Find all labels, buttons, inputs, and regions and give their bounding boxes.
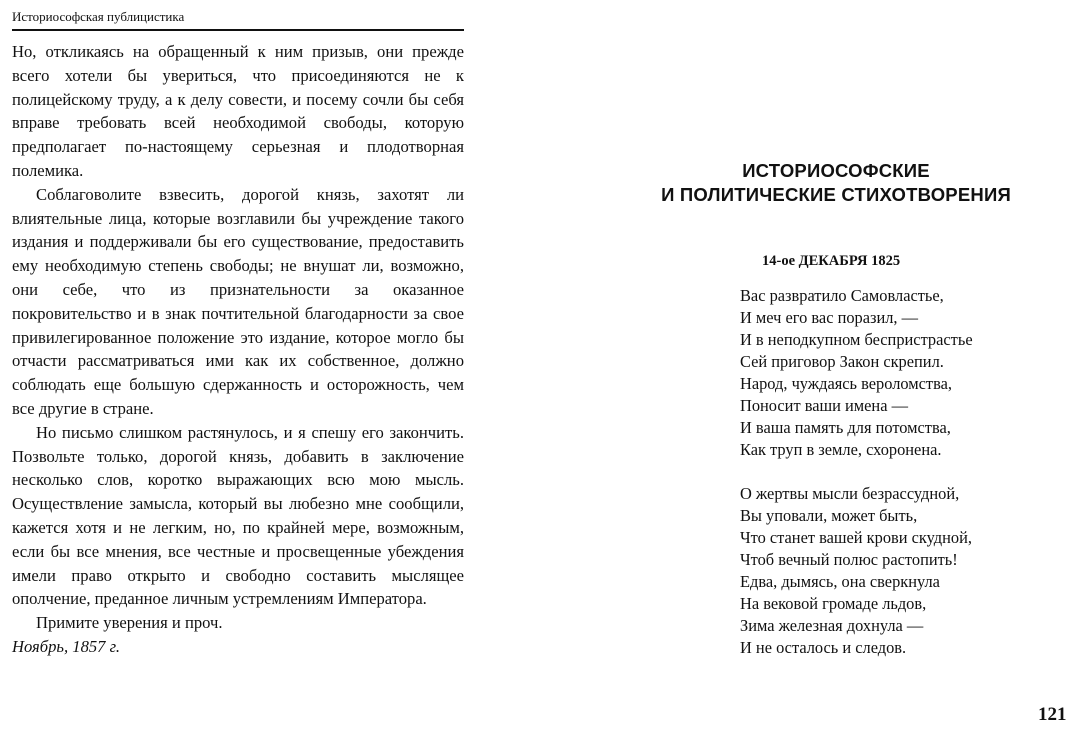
prose-text xyxy=(12,40,464,659)
dateline: Ноябрь, 1857 г. xyxy=(12,636,121,656)
verse-line: На вековой громаде льдов, xyxy=(740,594,927,613)
stanza-2 xyxy=(740,483,972,659)
verse-line: Едва, дымясь, она сверкнула xyxy=(740,572,940,591)
stanza-1 xyxy=(740,285,973,461)
paragraph-2: Соблаговолите взвесить, дорогой князь, захотят ли влиятельные лица, которые возглавили бы учреждение такого издания и поддерживали бы его существование, предоставить ему необходимую степень свободы; не внушат ли, возможно, они себе, что из признательности за оказанное покровительство и в знак почтительной благодарности за свое привилегированное положение это издание, которое могло бы отчасти рассматриваться ими как их собственное, должно соблюдать еще большую сдержанность и осторожность, чем все другие в стране. xyxy=(12,184,464,418)
section-title-line-2: И ПОЛИТИЧЕСКИЕ СТИХОТВОРЕНИЯ xyxy=(661,184,1011,205)
page-number: 121 xyxy=(1038,704,1067,725)
verse-line: Чтоб вечный полюс растопить! xyxy=(740,550,958,569)
verse-line: Вас развратило Самовластье, xyxy=(740,286,944,305)
verse-line: Вы уповали, может быть, xyxy=(740,506,918,525)
paragraph-1: Но, откликаясь на обращенный к ним призыв, они прежде всего хотели бы увериться, что присоединяются не к полицейскому труду, а к делу совести, и посему сочли бы себя вправе требовать всей необходимой свободы, которую предполагает по-настоящему серьезная и плодотворная полемика. xyxy=(12,42,464,180)
verse-line: Что станет вашей крови скудной, xyxy=(740,528,972,547)
paragraph-3: Но письмо слишком растянулось, и я спешу его закончить. Позвольте только, дорогой князь, добавить в заключение несколько слов, коротко выражающих всю мою мысль. Осуществление замысла, который вы любезно мне сообщили, кажется хотя и не легким, но, по крайней мере, возможным, если бы все мнения, все честные и просвещенные убеждения имели право открыто и свободно составить мыслящее ополчение, преданное личным устремлениям Императора. xyxy=(12,422,464,609)
verse-line: О жертвы мысли безрассудной, xyxy=(740,484,960,503)
verse-line: Зима железная дохнула — xyxy=(740,616,924,635)
verse-line: И в неподкупном беспристрастье xyxy=(740,330,973,349)
verse-line: И меч его вас поразил, — xyxy=(740,308,919,327)
verse-line: И не осталось и следов. xyxy=(740,638,907,657)
verse-line: И ваша память для потомства, xyxy=(740,418,951,437)
closing-line: Примите уверения и проч. xyxy=(36,613,223,633)
poem-title: 14-ое ДЕКАБРЯ 1825 xyxy=(762,253,901,269)
verse-line: Народ, чуждаясь вероломства, xyxy=(740,374,952,393)
right-page xyxy=(538,0,1076,732)
verse-line: Сей приговор Закон скрепил. xyxy=(740,352,944,371)
section-title xyxy=(608,159,1064,207)
section-title-line-1: ИСТОРИОСОФСКИЕ xyxy=(742,160,930,181)
running-head: Историософская публицистика xyxy=(12,9,464,31)
verse-line: Как труп в земле, схоронена. xyxy=(740,440,942,459)
verse-line: Поносит ваши имена — xyxy=(740,396,908,415)
